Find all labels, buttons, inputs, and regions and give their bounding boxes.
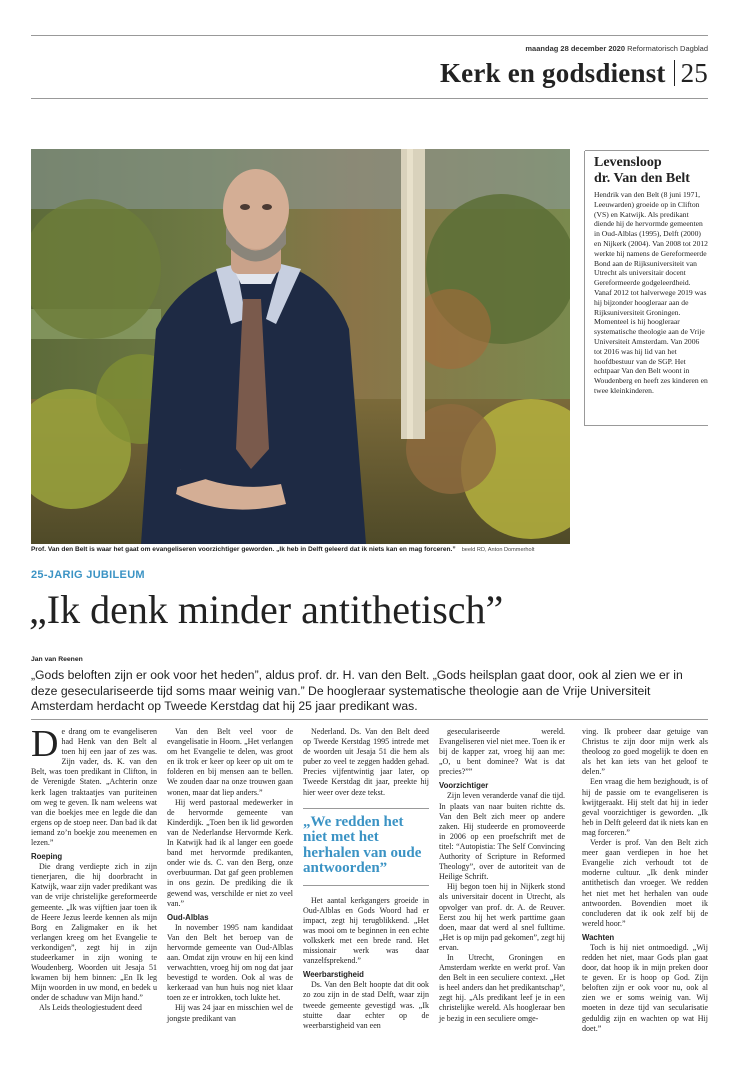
article-column-2 <box>167 727 293 1024</box>
article-paragraph: Het aantal kerkgangers groeide in Oud-Alblas en Gods Woord had er impact, zegt hij terugblikkend. „Het was mooi om te beginnen in een echte volkskerk met een brede rand. Het missionair werk was daar vanzelfsprekend.” <box>303 895 429 966</box>
article-paragraph: Hij was 24 jaar en misschien wel de jongste predikant van <box>167 1003 293 1023</box>
article-headline: „Ik denk minder antithetisch” <box>29 587 504 632</box>
biography-title <box>594 155 708 187</box>
page-number: 25 <box>680 58 708 88</box>
subheading: Weerbarstigheid <box>303 970 364 980</box>
caption-text: Prof. Van den Belt is waar het gaat om evangeliseren voorzichtiger geworden. „Ik heb in Delft geleerd dat ik niets kan en mag forceren.” <box>31 546 456 553</box>
article-intro: „Gods beloften zijn er ook voor het heden”, aldus prof. dr. H. van den Belt. „Gods heilsplan gaat door, ook al zien we er in deze geseculariseerde tijd soms maar weinig van.” De hoogleraar systematische theologie aan de Vrije Universiteit Amsterdam herdacht op Tweede Kerstdag dat hij 25 jaar predikant was. <box>31 668 683 713</box>
article-column-5 <box>582 727 708 1034</box>
photo-credit: beeld RD, Anton Dommerholt <box>461 547 535 553</box>
article-paragraph: Hij werd pastoraal medewerker in de hervormde gemeente van Kinderdijk. „Toen ben ik lid geworden van de Nederlandse Hervormde Kerk. In Katwijk had ik al langer een goede band met hervormde predikanten, onder wie ds. C. van den Berg, onze overbuurman. Dat gaf geen problemen in ons gezin. De prediking die ik gewend was, verschilde er niet zo veel van.” <box>167 797 293 908</box>
article-paragraph: Zijn leven veranderde vanaf die tijd. In plaats van naar buiten richtte ds. Van den Belt zich meer op andere zaken. Hij studeerde en promoveerde in 2006 op een proefschrift met de titel: “Autopistia: The Self Convincing Authority of Scripture in Reformed Theology”, over de autoriteit van de Heilige Schrift. <box>439 791 565 882</box>
article-paragraph: Verder is prof. Van den Belt zich meer gaan verdiepen in hoe het Evangelie zich verhoudt tot de moderne cultuur. „Ik denk minder antithetisch dan vroeger. We redden het niet met het herhalen van oude antwoorden. Bovendien moet ik concluderen dat ik ook zelf bij de wereld hoor.” <box>582 838 708 928</box>
top-rule <box>31 35 708 36</box>
article-paragraph: In november 1995 nam kandidaat Van den Belt het beroep van de hervormde gemeente van Oud-Alblas aan. Omdat zijn vrouw en hij een kind verwachtten, vroeg hij om nog dat jaar bevestigd te worden. Ook al was de kerkeraad van hun huis nog niet klaar toen ze er introkken, toch lukte het. <box>167 922 293 1003</box>
article-paragraph: Toch is hij niet ontmoedigd. „Wij redden het niet, maar Gods plan gaat door, dat hoop ik in mijn preken door te geven. Er is hoop op God. Zijn beloften zijn er ook voor nu, ook al zien we er soms weinig van. Wij moeten in deze tijd van secularisatie geduldig zijn en wachten op wat Hij doet.” <box>582 942 708 1033</box>
article-paragraph: Als Leids theologiestudent deed <box>39 1003 142 1013</box>
paper-name: Reformatorisch Dagblad <box>627 44 708 53</box>
biography-text: Hendrik van den Belt (8 juni 1971, Leeuwarden) groeide op in Clifton (VS) en Katwijk. Als predikant diende hij de hervormde gemeenten in Oud-Alblas (1995), Delft (2000) en Nijkerk (2004). Van 2008 tot 2012 werkte hij namens de Gereformeerde Bond aan de Rijksuniversiteit van Utrecht als universitair docent Gereformeerde godgeleerdheid. Vanaf 2012 tot halverwege 2019 was hij bijzonder hoogleraar aan de Rijksuniversiteit Groningen. Momenteel is hij hoogleraar systematische theologie aan de Vrije Universiteit Amsterdam. Van 2006 tot 2016 was hij lid van het hoofdbestuur van de SGP. Het echtpaar Van den Belt woont in Woudenberg en heeft zes kinderen en twee kleinkinderen. <box>594 190 708 395</box>
article-paragraph: Van den Belt veel voor de evangelisatie in Hoorn. „Het verlangen om het Evangelie te delen, was groot en ik trok er keer op keer op uit om te folderen en bij mensen aan te bellen. We zouden daar na onze trouwen gaan wonen, maar dat liep anders.” <box>167 727 293 797</box>
section-header <box>440 58 708 89</box>
subheading: Roeping <box>31 852 63 862</box>
article-kicker: 25-JARIG JUBILEUM <box>31 569 145 581</box>
article-byline: Jan van Reenen <box>31 656 83 663</box>
article-column-3 <box>303 727 429 1031</box>
subheading: Oud-Alblas <box>167 912 209 922</box>
section-title: Kerk en godsdienst <box>439 58 666 88</box>
subheading: Wachten <box>582 932 615 942</box>
article-paragraph: Die drang verdiepte zich in zijn tienerjaren, die hij doorbracht in Katwijk, waar zijn vader predikant was van de vrije christelijke gereformeerde gemeente. „Ik was vijftien jaar toen ik de Heere Jezus leerde kennen als mijn Borg en Zaligmaker en ik het verlangen kreeg om het Evangelie te verkondigen”, zegt hij in zijn studeerkamer in zijn woning te Woudenberg. Woorden uit Jesaja 51 kwamen bij hem binnen: „En Ik leg Mijn woorden in uw mond, en bedek u onder de schaduw van Mijn hand.” <box>31 862 157 1003</box>
article-paragraph: geseculariseerde wereld. Evangeliseren viel niet mee. Toen ik er bij de kapper zat, vroeg hij aan me: „O, u bent dominee? Wat is dat precies?”” <box>439 727 565 777</box>
article-paragraph: Hij begon toen hij in Nijkerk stond als universitair docent in Utrecht, als opvolger van prof. dr. A. de Reuver. Eerst zou hij het werk parttime gaan doen, maar dat werd al snel fulltime. „Het is op mijn pad gekomen”, zegt hij ervan. <box>439 882 565 952</box>
drop-cap: D <box>31 723 59 765</box>
photo-caption <box>31 546 571 553</box>
portrait-photo <box>31 149 570 544</box>
article-paragraph: De drang om te evangeliseren had Henk van den Belt al toen hij een jaar of zes was. Zijn vader, ds. K. van den Belt, was toen predikant in Clifton, in de Verenigde Staten. „Achterin onze kerk lagen traktaatjes van puriteinen om weg te geven. Ik nam weleens wat van die boekjes mee en legde die dan ergens op de stoep neer. Dan bad ik dat iemand zo’n boekje zou meenemen en lezen.” <box>31 723 157 848</box>
header-rule <box>31 98 708 99</box>
pull-quote <box>303 808 429 886</box>
intro-rule <box>31 719 708 720</box>
article-column-4 <box>439 727 565 1024</box>
biography-title-line2: dr. Van den Belt <box>594 171 690 186</box>
pull-quote-text: „We redden het niet met het herhalen van oude antwoorden” <box>303 813 422 877</box>
issue-date: maandag 28 december 2020 <box>525 44 626 53</box>
article-column-1 <box>31 723 157 1014</box>
article-paragraph: Nederland. Ds. Van den Belt deed op Tweede Kerstdag 1995 intrede met de woorden uit Jesaja 51 die hem als puber zo veel te zeggen hadden gehad. Precies vijfentwintig jaar later, op Tweede Kerstdag dit jaar, preekte hij hier weer over deze tekst. <box>303 727 429 797</box>
article-paragraph: Ds. Van den Belt hoopte dat dit ook zo zou zijn in de stad Delft, waar zijn tweede gemeente gevestigd was. „Ik stuitte daar echter op de weerbarstigheid van een <box>303 980 429 1030</box>
article-paragraph: Een vraag die hem bezighoudt, is of hij de passie om te evangeliseren is kwijtgeraakt. Hij stelt dat hij in ieder geval voorzichtiger is geworden. „Ik heb in Delft geleerd dat ik niets kan en mag forceren.” <box>582 777 708 837</box>
biography-title-line1: Levensloop <box>594 155 662 170</box>
dateline <box>420 44 708 53</box>
article-paragraph: ving. Ik probeer daar getuige van Christus te zijn door mijn werk als theoloog zo goed mogelijk te doen en als het kan iets van het geloof te delen.” <box>582 727 708 777</box>
subheading: Voorzichtiger <box>439 781 489 791</box>
article-paragraph: In Utrecht, Groningen en Amsterdam werkte en werkt prof. Van den Belt in een seculiere context. „Het is heel anders dan het predikantschap”, zegt hij. „Als predikant leef je in een christelijke wereld. Als hoogleraar ben je bezig in een seculiere omge- <box>439 952 565 1023</box>
biography-box <box>584 151 708 426</box>
